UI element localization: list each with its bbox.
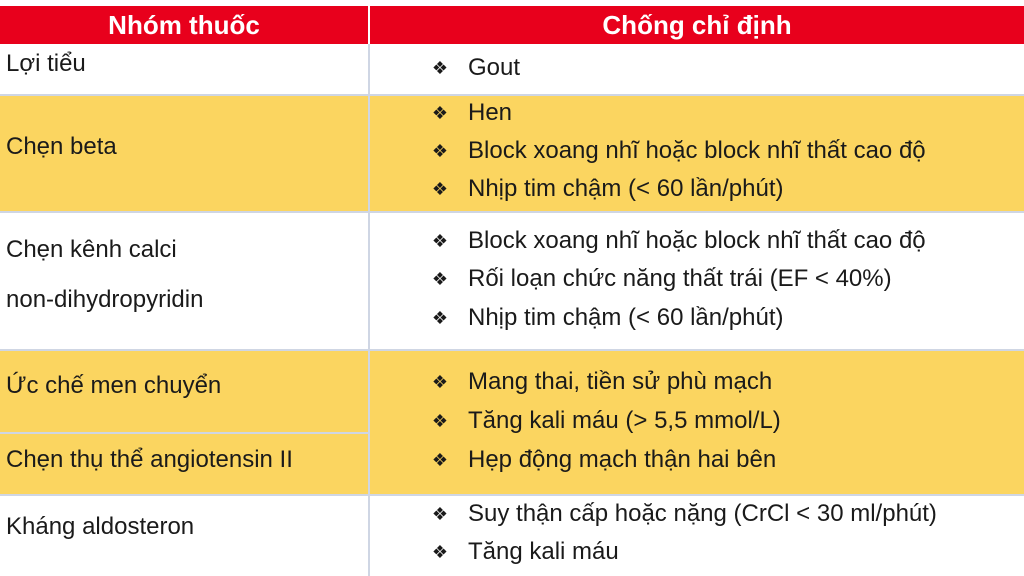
bullet-diamond-icon: ❖ xyxy=(431,268,449,289)
bullet-diamond-icon: ❖ xyxy=(431,57,449,78)
contraindication-item: ❖ Block xoang nhĩ hoặc block nhĩ thất cao độ xyxy=(428,137,926,165)
column-divider xyxy=(368,44,370,576)
bullet-diamond-icon: ❖ xyxy=(431,371,449,392)
contraindication-item: ❖ Gout xyxy=(428,54,520,82)
row-divider xyxy=(0,94,1024,96)
bullet-diamond-icon: ❖ xyxy=(431,102,449,123)
group-beta-blocker: Chẹn beta xyxy=(6,133,117,160)
header-contraindications: Chống chỉ định xyxy=(370,6,1024,44)
row-divider xyxy=(0,494,1024,496)
contraindication-item: ❖ Mang thai, tiền sử phù mạch xyxy=(428,368,772,396)
group-aldosterone-antagonist: Kháng aldosteron xyxy=(6,513,195,540)
bullet-diamond-icon: ❖ xyxy=(431,449,449,470)
bullet-diamond-icon: ❖ xyxy=(431,410,449,431)
contraindication-item: ❖ Rối loạn chức năng thất trái (EF < 40%) xyxy=(428,265,892,293)
contraindication-item: ❖ Block xoang nhĩ hoặc block nhĩ thất cao độ xyxy=(428,227,926,255)
contraindication-item: ❖ Hẹp động mạch thận hai bên xyxy=(428,446,776,474)
contraindication-item: ❖ Tăng kali máu (> 5,5 mmol/L) xyxy=(428,407,781,435)
contraindication-item: ❖ Hen xyxy=(428,99,512,127)
bullet-diamond-icon: ❖ xyxy=(431,307,449,328)
group-ccb-line1: Chẹn kênh calci xyxy=(6,236,177,263)
contraindication-item: ❖ Suy thận cấp hoặc nặng (CrCl < 30 ml/phút) xyxy=(428,500,937,528)
header-drug-group: Nhóm thuốc xyxy=(0,6,368,44)
bullet-diamond-icon: ❖ xyxy=(431,503,449,524)
group-ccb-line2: non-dihydropyridin xyxy=(6,286,204,313)
row-divider xyxy=(0,432,368,434)
contraindication-item: ❖ Tăng kali máu xyxy=(428,538,619,566)
row-divider xyxy=(0,211,1024,213)
bullet-diamond-icon: ❖ xyxy=(431,140,449,161)
contraindication-item: ❖ Nhịp tim chậm (< 60 lần/phút) xyxy=(428,175,783,203)
bullet-diamond-icon: ❖ xyxy=(431,230,449,251)
group-ace-inhibitor: Ức chế men chuyển xyxy=(6,372,222,399)
bullet-diamond-icon: ❖ xyxy=(431,178,449,199)
group-arb: Chẹn thụ thể angiotensin II xyxy=(6,446,293,473)
group-diuretic: Lợi tiểu xyxy=(6,50,86,77)
contraindication-item: ❖ Nhịp tim chậm (< 60 lần/phút) xyxy=(428,304,783,332)
bullet-diamond-icon: ❖ xyxy=(431,541,449,562)
row-divider xyxy=(0,349,1024,351)
